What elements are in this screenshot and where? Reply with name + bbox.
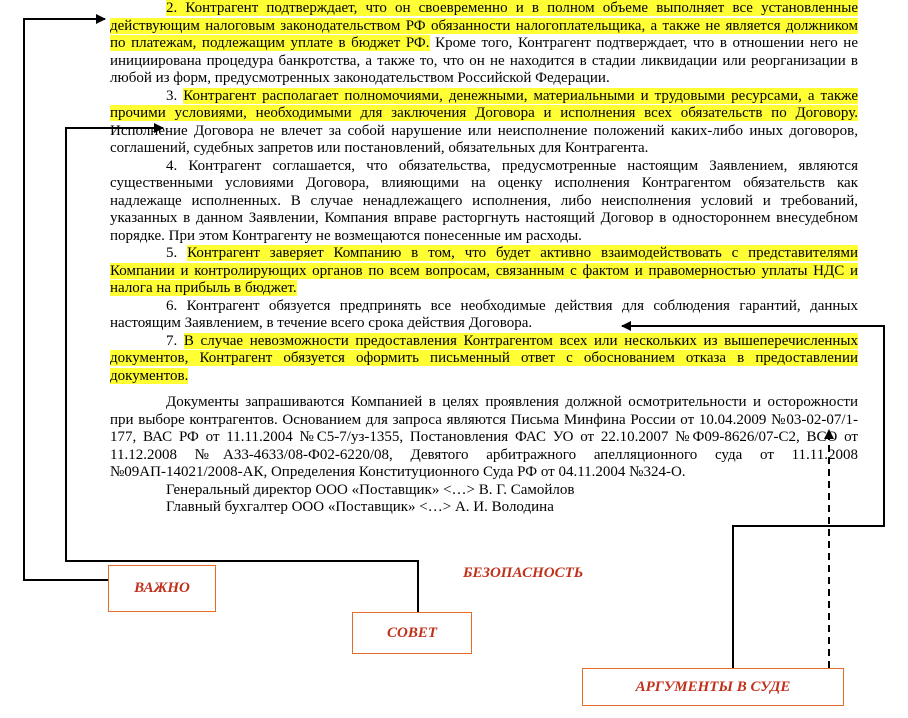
signature-director: Генеральный директор ООО «Поставщик» <…> В. Г. Самойлов xyxy=(166,481,575,498)
paragraph-number: 3. xyxy=(166,87,184,104)
label-important: ВАЖНО xyxy=(108,565,216,612)
paragraph-5 xyxy=(110,245,858,298)
highlight-text: Контрагент располагает полномочиями, денежными, материальными и трудовыми ресурсами, а также прочими условиями, необходимыми для заключения Договора и исполнения всех обязательств по Договору. xyxy=(110,87,858,121)
paragraph-text: Кроме того, Контрагент подтверждает, что в отношении него не инициирована процедура банкротства, а также то, что он не находится в стадии ликвидации или реорганизации в любой из форм, предусмотренных законодательством Российской Федерации. xyxy=(110,35,858,86)
highlight-text: Контрагент заверяет Компанию в том, что будет активно взаимодействовать с представителями Компании и контролирующих органов по всем вопросам, связанным с фактом и правомерностью уплаты НДС и налога на прибыль в бюджет. xyxy=(110,245,859,296)
paragraph-2 xyxy=(110,0,858,88)
document-body xyxy=(110,0,858,517)
paragraph-4: 4. Контрагент соглашается, что обязательства, предусмотренные настоящим Заявлением, являются существенными условиями Договора, влияющими на оценку исполнения Контрагентом обязательств как надлежаще исполненных. В случае ненадлежащего исполнения, либо неисполнения условий и требований, указанных в данном Заявлении, Компания вправе расторгнуть настоящий Договор в одностороннем внесудебном порядке. При этом Контрагенту не возмещаются понесенные им расходы. xyxy=(110,157,858,244)
highlight-text: В случае невозможности предоставления Контрагентом всех или нескольких из вышеперечисленных документов, Контрагент обязуется оформить письменный ответ с обоснованием отказа в предоставлении документов. xyxy=(110,332,858,384)
highlight-text: 2. Контрагент подтверждает, что он своевременно и в полном объеме выполняет все установленные действующим налоговым законодательством РФ обязанности налогоплательщика, а также не является должником по платежам, подлежащим уплате в бюджет РФ. xyxy=(110,0,858,51)
label-advice: СОВЕТ xyxy=(352,612,472,654)
paragraph-text: Исполнение Договора не влечет за собой нарушение или неисполнение положений каких-либо иных договоров, соглашений, судебных запретов или постановлений, обязательных для Контрагента. xyxy=(110,122,858,156)
paragraph-6: 6. Контрагент обязуется предпринять все необходимые действия для соблюдения гарантий, данных настоящим Заявлением, в течение всего срока действия Договора. xyxy=(110,297,858,331)
arrow-important xyxy=(24,19,108,580)
paragraph-number: 7. xyxy=(166,332,184,349)
signature-accountant: Главный бухгалтер ООО «Поставщик» <…> А. И. Володина xyxy=(166,499,554,515)
paragraph-3 xyxy=(110,88,858,158)
label-security: БЕЗОПАСНОСТЬ xyxy=(463,565,584,581)
paragraph-number: 5. xyxy=(166,245,188,261)
paragraph-basis: Документы запрашиваются Компанией в целях проявления должной осмотрительности и осторожности при выборе контрагентов. Основанием для запроса являются Письма Минфина России от 10.04.2009 №03-02-07/1-177, ВАС РФ от 11.11.2004 №С5-7/уз-1355, Постановления ФАС УО от 22.10.2007 №Ф09-8626/07-С2, ВСО от 11.12.2008 №А33-4633/08-Ф02-6220/08, Девятого арбитражного апелляционного суда от 11.11.2008 №09АП-14021/2008-АК, Определения Конституционного Суда РФ от 04.11.2004 №324-О. xyxy=(110,394,858,480)
paragraph-7 xyxy=(110,333,858,386)
label-court-arguments: АРГУМЕНТЫ В СУДЕ xyxy=(582,668,844,706)
